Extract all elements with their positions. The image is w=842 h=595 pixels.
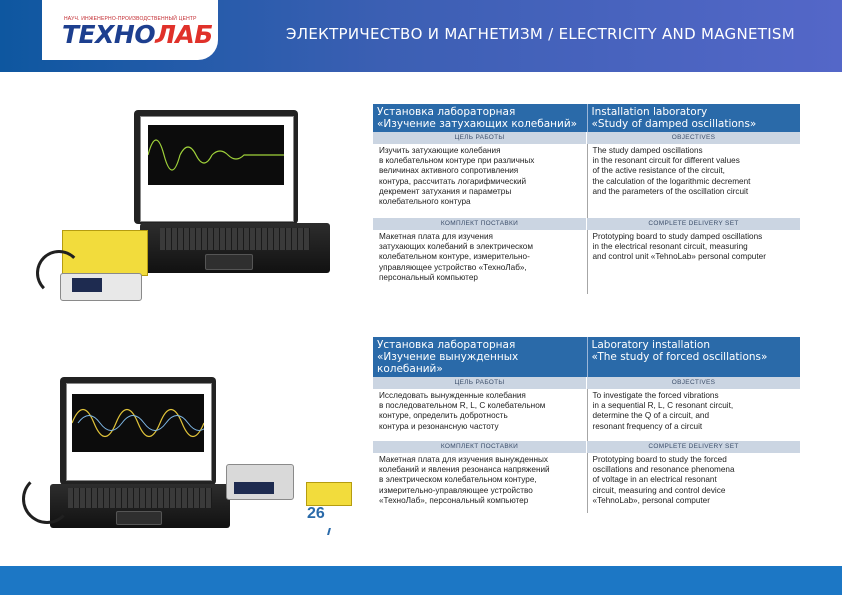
logo-slogan: НАУЧ. ИНЖЕНЕРНО-ПРОИЗВОДСТВЕННЫЙ ЦЕНТР: [64, 16, 197, 22]
text-line: Prototyping board to study damped oscillations: [592, 232, 763, 241]
text-line: resonant frequency of a circuit: [592, 421, 703, 431]
text-line: в электрическом колебательном контуре,: [379, 475, 537, 485]
text-line: of the active resistance of the circuit,: [592, 166, 725, 176]
text-line: the calculation of the logarithmic decrement: [592, 176, 751, 186]
text-line: колебаний и явления резонанса напряжений: [379, 465, 550, 475]
text-line: determine the Q of a circuit, and: [592, 411, 710, 421]
photo-damped-oscillations-setup: [30, 100, 330, 315]
en-goal-text: [587, 144, 801, 218]
en-goal-label: OBJECTIVES: [586, 377, 800, 389]
text-line: To investigate the forced vibrations: [592, 391, 719, 400]
text-line: затухающих колебаний в электрическом: [379, 242, 533, 252]
logo-word-main: ТЕХНО: [62, 20, 156, 49]
kit-label-row: [373, 218, 800, 230]
text-line: and control unit «TehnoLab» personal computer: [592, 252, 766, 262]
text-line: персональный компьютер: [379, 272, 478, 282]
text-line: in the electrical resonant circuit, measuring: [592, 242, 748, 252]
text-line: «The study of forced oscillations»: [591, 351, 768, 363]
footer-band: [0, 566, 842, 595]
laptop-touchpad: [205, 254, 253, 270]
en-kit-label: COMPLETE DELIVERY SET: [586, 218, 800, 230]
text-line: «TehnoLab», personal computer: [592, 495, 710, 505]
text-line: in the resonant circuit for different values: [592, 156, 740, 166]
text-line: Макетная плата для изучения вынужденных: [379, 455, 549, 464]
laptop-keyboard: [160, 228, 310, 250]
table-header: [373, 104, 800, 132]
text-line: of voltage in an electrical resonant: [592, 475, 717, 485]
goal-row: [373, 389, 800, 441]
ru-kit-label: КОМПЛЕКТ ПОСТАВКИ: [440, 220, 519, 227]
text-line: контура и резонансную частоту: [379, 421, 499, 431]
en-goal-text: [587, 389, 801, 441]
damped-wave-graphic: [148, 125, 284, 185]
table-header: [373, 337, 800, 377]
text-line: контуре, определить добротность: [379, 411, 508, 421]
ru-goal-text: [373, 144, 587, 218]
en-kit-label: COMPLETE DELIVERY SET: [586, 441, 800, 453]
text-line: Prototyping board to study the forced: [592, 455, 727, 464]
goal-label-row: [373, 377, 800, 389]
text-line: The study damped oscillations: [592, 146, 703, 155]
en-title: [587, 337, 801, 377]
forced-wave-graphic: [72, 394, 204, 452]
text-line: в колебательном контуре при различных: [379, 156, 535, 166]
en-title: [587, 104, 801, 132]
laptop-keyboard: [68, 488, 212, 508]
prototyping-board: [306, 482, 352, 506]
text-line: «Изучение затухающих колебаний»: [377, 118, 578, 130]
text-line: Установка лабораторная: [377, 339, 516, 351]
product-table-damped: [373, 104, 800, 294]
goal-label-row: [373, 132, 800, 144]
text-line: «Study of damped oscillations»: [591, 118, 757, 130]
kit-row: [373, 453, 800, 513]
text-line: and the parameters of the oscillation circuit: [592, 186, 749, 196]
laptop-touchpad: [116, 511, 162, 525]
page-header: [0, 0, 842, 72]
logo-wordmark: [62, 20, 213, 49]
text-line: контура, рассчитать логарифмический: [379, 176, 527, 186]
measuring-unit-front: [234, 482, 274, 494]
text-line: управляющее устройство «ТехноЛаб»,: [379, 262, 527, 272]
en-goal-label: OBJECTIVES: [586, 132, 800, 144]
en-kit-text: [587, 453, 801, 513]
text-line: circuit, measuring and control device: [592, 485, 726, 495]
page-number: 26: [307, 505, 325, 522]
kit-label-row: [373, 441, 800, 453]
ru-kit-text: [373, 230, 587, 294]
text-line: in a sequential R, L, C resonant circuit,: [592, 401, 734, 411]
cable: [36, 250, 82, 296]
text-line: в последовательном R, L, C колебательном: [379, 401, 546, 411]
ru-goal-label: ЦЕЛЬ РАБОТЫ: [454, 134, 505, 141]
ru-goal-label: ЦЕЛЬ РАБОТЫ: [454, 379, 505, 386]
text-line: измерительно-управляющее устройство: [379, 485, 533, 495]
text-line: декремент затухания и параметры: [379, 186, 512, 196]
cable: [22, 474, 72, 524]
en-kit-text: [587, 230, 801, 294]
text-line: Installation laboratory: [591, 106, 708, 118]
text-line: колебательного контура: [379, 197, 471, 207]
logo: [42, 0, 218, 60]
text-line: колебаний»: [377, 363, 443, 375]
ru-title: [373, 337, 587, 377]
text-line: Изучить затухающие колебания: [379, 146, 501, 155]
text-line: Laboratory installation: [591, 339, 711, 351]
goal-row: [373, 144, 800, 218]
text-line: Исследовать вынужденные колебания: [379, 391, 526, 400]
product-table-forced: [373, 337, 800, 513]
ru-kit-text: [373, 453, 587, 513]
oscilloscope-plot: [72, 394, 204, 452]
text-line: «Изучение вынужденных: [377, 351, 519, 363]
kit-row: [373, 230, 800, 294]
text-line: колебательном контуре, измерительно-: [379, 252, 530, 262]
text-line: Макетная плата для изучения: [379, 232, 493, 241]
text-line: «ТехноЛаб», персональный компьютер: [379, 495, 529, 505]
ru-kit-label: КОМПЛЕКТ ПОСТАВКИ: [440, 443, 519, 450]
text-line: Установка лабораторная: [377, 106, 516, 118]
logo-word-accent: ЛАБ: [155, 20, 213, 49]
section-title: ЭЛЕКТРИЧЕСТВО И МАГНЕТИЗМ / ELECTRICITY AND MAGNETISM: [286, 25, 795, 43]
oscilloscope-plot: [148, 125, 284, 185]
text-line: величинах активного сопротивления: [379, 166, 519, 176]
ru-goal-text: [373, 389, 587, 441]
text-line: oscillations and resonance phenomena: [592, 465, 735, 475]
ru-title: [373, 104, 587, 132]
